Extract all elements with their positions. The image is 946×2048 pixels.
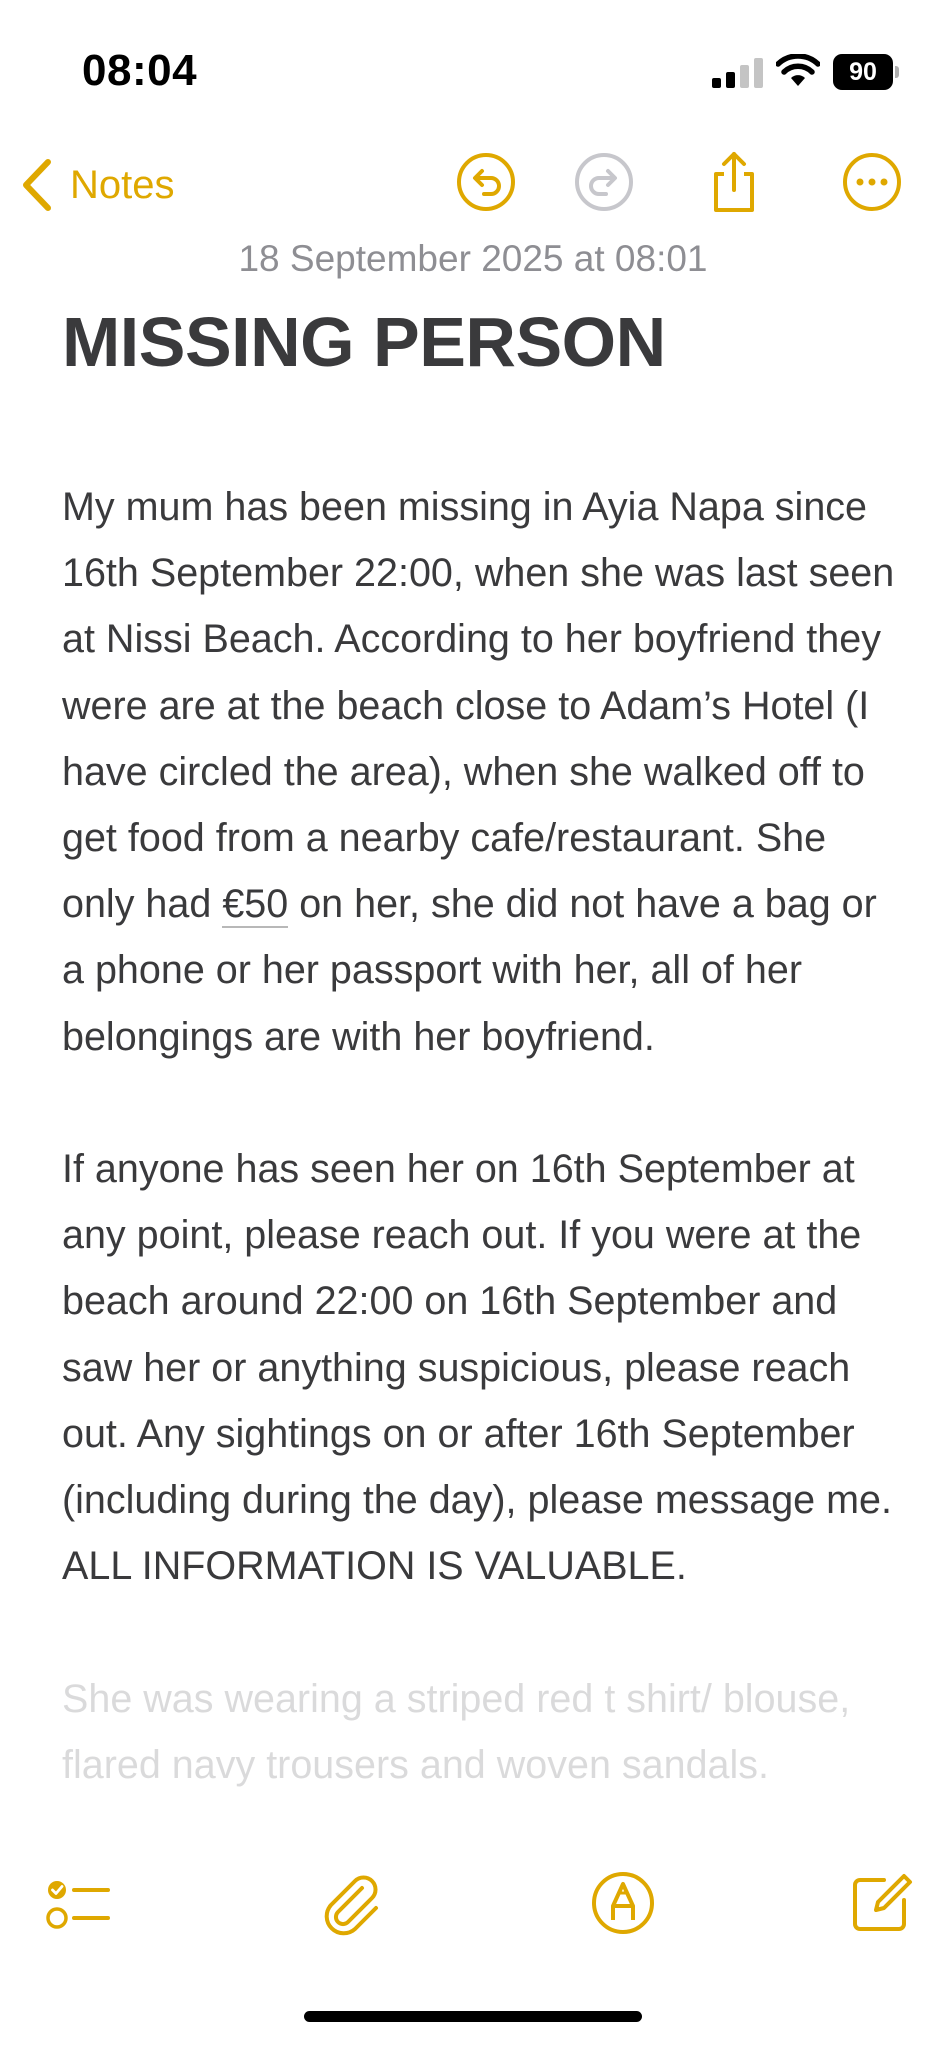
currency-amount-link[interactable]: €50 <box>222 882 289 927</box>
pen-markup-icon <box>588 1868 658 1938</box>
compose-button[interactable] <box>846 1868 916 1938</box>
undo-icon <box>454 150 518 214</box>
markup-button[interactable] <box>588 1868 658 1938</box>
status-bar <box>0 0 946 120</box>
note-body[interactable] <box>62 474 902 1798</box>
note-date: 18 September 2025 at 08:01 <box>238 238 708 279</box>
share-button[interactable] <box>702 150 766 214</box>
nav-bar <box>0 140 946 230</box>
checklist-icon <box>44 1868 114 1938</box>
home-indicator <box>304 2011 642 2022</box>
note-title[interactable]: MISSING PERSON <box>62 303 666 381</box>
checklist-button[interactable] <box>44 1868 114 1938</box>
back-button[interactable] <box>20 152 175 218</box>
paragraph-text: My mum has been missing in Ayia Napa since 16th September 22:00, when she was last seen at Nissi Beach. According to her boyfriend they were are at the beach close to Adam’s Hotel (I have circled the area), when she walked off to get food from a nearby cafe/restaurant. She only had <box>62 485 895 927</box>
attachment-button[interactable] <box>316 1868 386 1938</box>
status-time: 08:04 <box>82 46 198 95</box>
redo-icon <box>572 150 636 214</box>
cellular-signal-icon <box>712 58 766 88</box>
paperclip-icon <box>316 1868 386 1938</box>
note-paragraph-faded: She was wearing a striped red t shirt/ blouse, flared navy trousers and woven sandals. <box>62 1676 851 1787</box>
note-paragraph <box>62 474 902 1070</box>
paragraph-text: on her, she did not have a bag or a phone or her passport with her, all of her belongings are with her boyfriend. <box>62 882 877 1059</box>
chevron-left-icon <box>20 158 54 212</box>
back-label: Notes <box>70 162 175 207</box>
undo-button[interactable] <box>454 150 518 214</box>
redo-button[interactable] <box>572 150 636 214</box>
battery-nub <box>895 66 899 78</box>
battery-indicator <box>833 54 899 90</box>
wifi-icon <box>776 54 820 88</box>
battery-level: 90 <box>833 54 893 90</box>
bottom-toolbar <box>0 1860 946 1980</box>
more-button[interactable] <box>840 150 904 214</box>
share-icon <box>702 150 766 214</box>
compose-icon <box>846 1868 916 1938</box>
paragraph-spacer <box>62 1070 902 1136</box>
paragraph-spacer <box>62 1599 902 1665</box>
ellipsis-circle-icon <box>840 150 904 214</box>
note-paragraph: If anyone has seen her on 16th September at any point, please reach out. If you were at the beach around 22:00 on 16th September and saw her or anything suspicious, please reach out. Any sightings on or after 16th September (including during the day), please message me. ALL INFORMATION IS VALUABLE. <box>62 1147 892 1589</box>
